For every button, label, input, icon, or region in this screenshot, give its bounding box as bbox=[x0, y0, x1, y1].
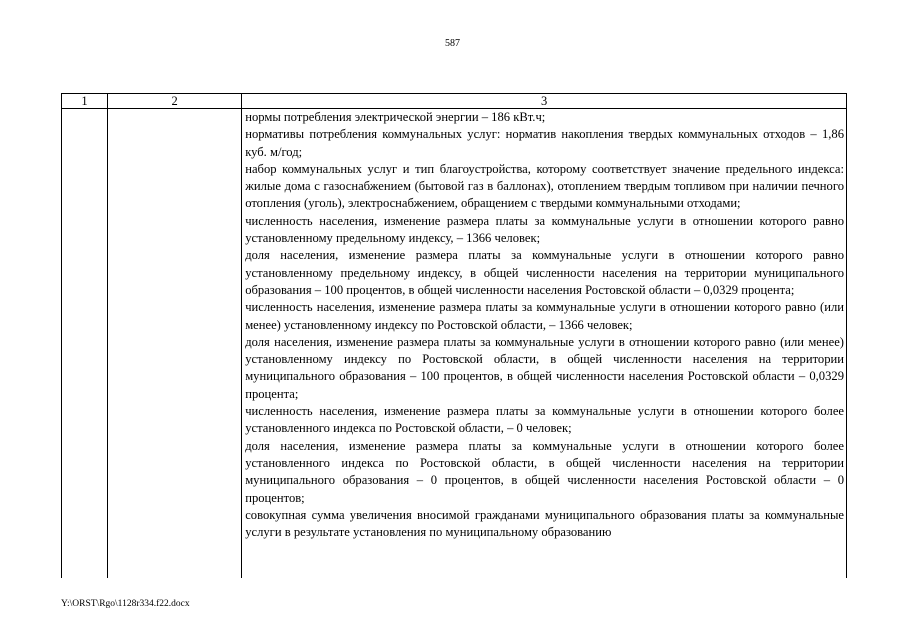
cell-col-1 bbox=[62, 109, 108, 579]
cell-col-3 bbox=[242, 109, 847, 579]
paragraph: доля населения, изменение размера платы за коммунальные услуги в отношении которого равно установленному предельному индексу, в общей численности населения на территории муниципального образования – 100 процентов, в общей численности населения Ростовской области – 0,0329 процента; bbox=[245, 248, 844, 297]
table-row bbox=[62, 109, 847, 579]
paragraph: доля населения, изменение размера платы за коммунальные услуги в отношении которого равно (или менее) установленному индексу по Ростовской области, в общей численности населения на территории муниципального образования – 100 процентов, в общей численности населения Ростовской области – 0,0329 процента; bbox=[245, 334, 844, 401]
document-table bbox=[61, 93, 847, 578]
paragraph: совокупная сумма увеличения вносимой гражданами муниципального образования платы за коммунальные услуги в результате установления по муниципальному образованию bbox=[245, 507, 844, 540]
column-header-2: 2 bbox=[108, 94, 242, 109]
column-header-1: 1 bbox=[62, 94, 108, 109]
column-header-3: 3 bbox=[242, 94, 847, 109]
paragraph: численность населения, изменение размера платы за коммунальные услуги в отношении которого равно (или менее) установленному индексу по Ростовской области, – 1366 человек; bbox=[245, 300, 844, 332]
paragraph: нормы потребления электрической энергии – 186 кВт.ч; bbox=[245, 110, 546, 124]
footer-file-path: Y:\ORST\Rgo\1128r334.f22.docx bbox=[61, 599, 190, 609]
cell-col-2 bbox=[108, 109, 242, 579]
paragraph: численность населения, изменение размера платы за коммунальные услуги в отношении которого равно установленному предельному индексу, – 1366 человек; bbox=[245, 213, 844, 246]
page-number: 587 bbox=[445, 38, 460, 49]
paragraph: доля населения, изменение размера платы за коммунальные услуги в отношении которого более установленного индекса по Ростовской области, в общей численности населения на территории муниципального образования – 0 процентов, в общей численности населения Ростовской области – 0 процентов; bbox=[245, 438, 844, 505]
table-header-row bbox=[62, 94, 847, 109]
paragraph: численность населения, изменение размера платы за коммунальные услуги в отношении которого более установленного индекса по Ростовской области, – 0 человек; bbox=[245, 404, 844, 436]
paragraph: набор коммунальных услуг и тип благоустройства, которому соответствует значение предельного индекса: жилые дома с газоснабжением (бытовой газ в баллонах), отоплением твердым топливом при наличии печного отопления (уголь), электроснабжением, обращением с твердыми коммунальными отходами; bbox=[245, 161, 844, 211]
paragraph: нормативы потребления коммунальных услуг: норматив накопления твердых коммунальных отходов – 1,86 куб. м/год; bbox=[245, 127, 844, 159]
